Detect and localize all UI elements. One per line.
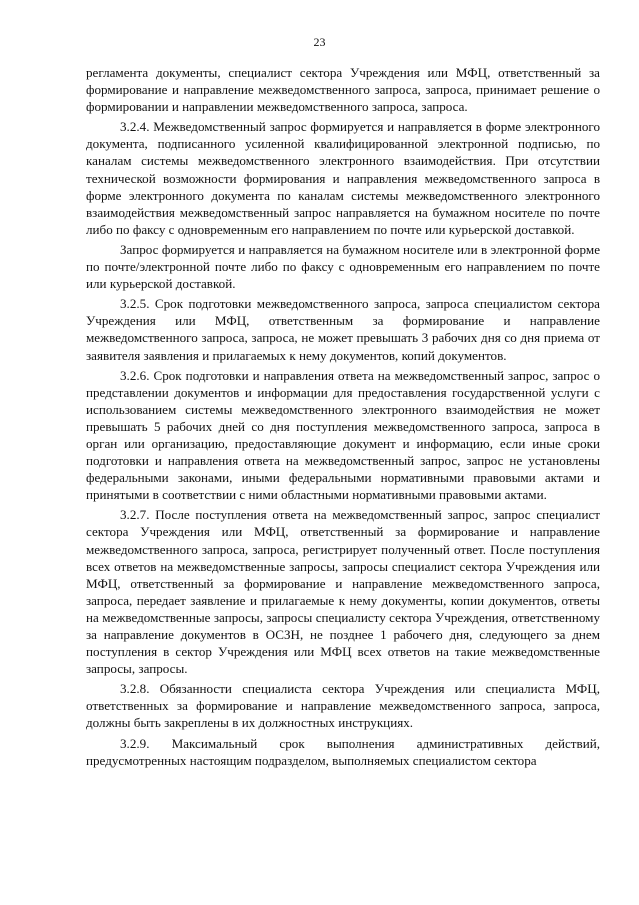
- paragraph: Запрос формируется и направляется на бумажном носителе или в электронной форме по почте/электронной почте либо по факсу с одновременным его направлением по почте или курьерской доставкой.: [86, 241, 600, 292]
- paragraph: регламента документы, специалист сектора Учреждения или МФЦ, ответственный за формирование и направление межведомственного запроса, запроса, принимает решение о формировании и направлении межведомственного запроса, запроса.: [86, 65, 600, 115]
- paragraph: 3.2.4. Межведомственный запрос формируется и направляется в форме электронного документа, подписанного усиленной квалифицированной электронной подписью, по каналам системы межведомственного электронного взаимодействия. При отсутствии технической возможности формирования и направления межведомственного запроса в форме электронного документа по каналам системы межведомственного электронного взаимодействия межведомственный запрос направляется на бумажном носителе по почте либо по факсу с одновременным его направлением по почте или курьерской доставкой.: [86, 119, 600, 237]
- paragraph: 3.2.9. Максимальный срок выполнения административных действий, предусмотренных настоящим подразделом, выполняемых специалистом сектора: [86, 735, 600, 768]
- paragraph: 3.2.5. Срок подготовки межведомственного запроса, запроса специалистом сектора Учреждения или МФЦ, ответственным за формирование и направление межведомственного запроса, запроса, не может превышать 3 рабочих дня со дня приема от заявителя заявления и прилагаемых к нему документов, копий документов.: [86, 296, 600, 363]
- document-body: [86, 64, 600, 772]
- page-number: 23: [313, 35, 326, 49]
- paragraph: 3.2.6. Срок подготовки и направления ответа на межведомственный запрос, запрос о представлении документов и информации для предоставления государственной услуги с использованием системы межведомственного электронного взаимодействия не может превышать 5 рабочих дней со дня поступления межведомственного запроса, запроса в орган или организацию, предоставляющие документ и информацию, если иные сроки подготовки и направления ответа на межведомственный запрос, запрос не установлены федеральными законами, иными федеральными нормативными правовыми актами и принятыми в соответствии с ними областными нормативными правовыми актами.: [86, 367, 600, 503]
- paragraph: 3.2.8. Обязанности специалиста сектора Учреждения или специалиста МФЦ, ответственных за формирование и направление межведомственного запроса, запроса, должны быть закреплены в их должностных инструкциях.: [86, 681, 600, 731]
- paragraph: 3.2.7. После поступления ответа на межведомственный запрос, запрос специалист сектора Учреждения или МФЦ, ответственный за формирование и направление межведомственного запроса, запроса, регистрирует полученный ответ. После поступления всех ответов на межведомственные запросы, запросы специалист сектора Учреждения или МФЦ, ответственный за формирование и направление межведомственного запроса, запроса, передает заявление и прилагаемые к нему документы, копии документов, ответы на межведомственные запросы, запросы специалисту сектора Учреждения, ответственному за направление документов в ОСЗН, не позднее 1 рабочего дня, следующего за днем поступления в сектор Учреждения или МФЦ всех ответов на такие межведомственные запросы, запросы.: [86, 507, 600, 677]
